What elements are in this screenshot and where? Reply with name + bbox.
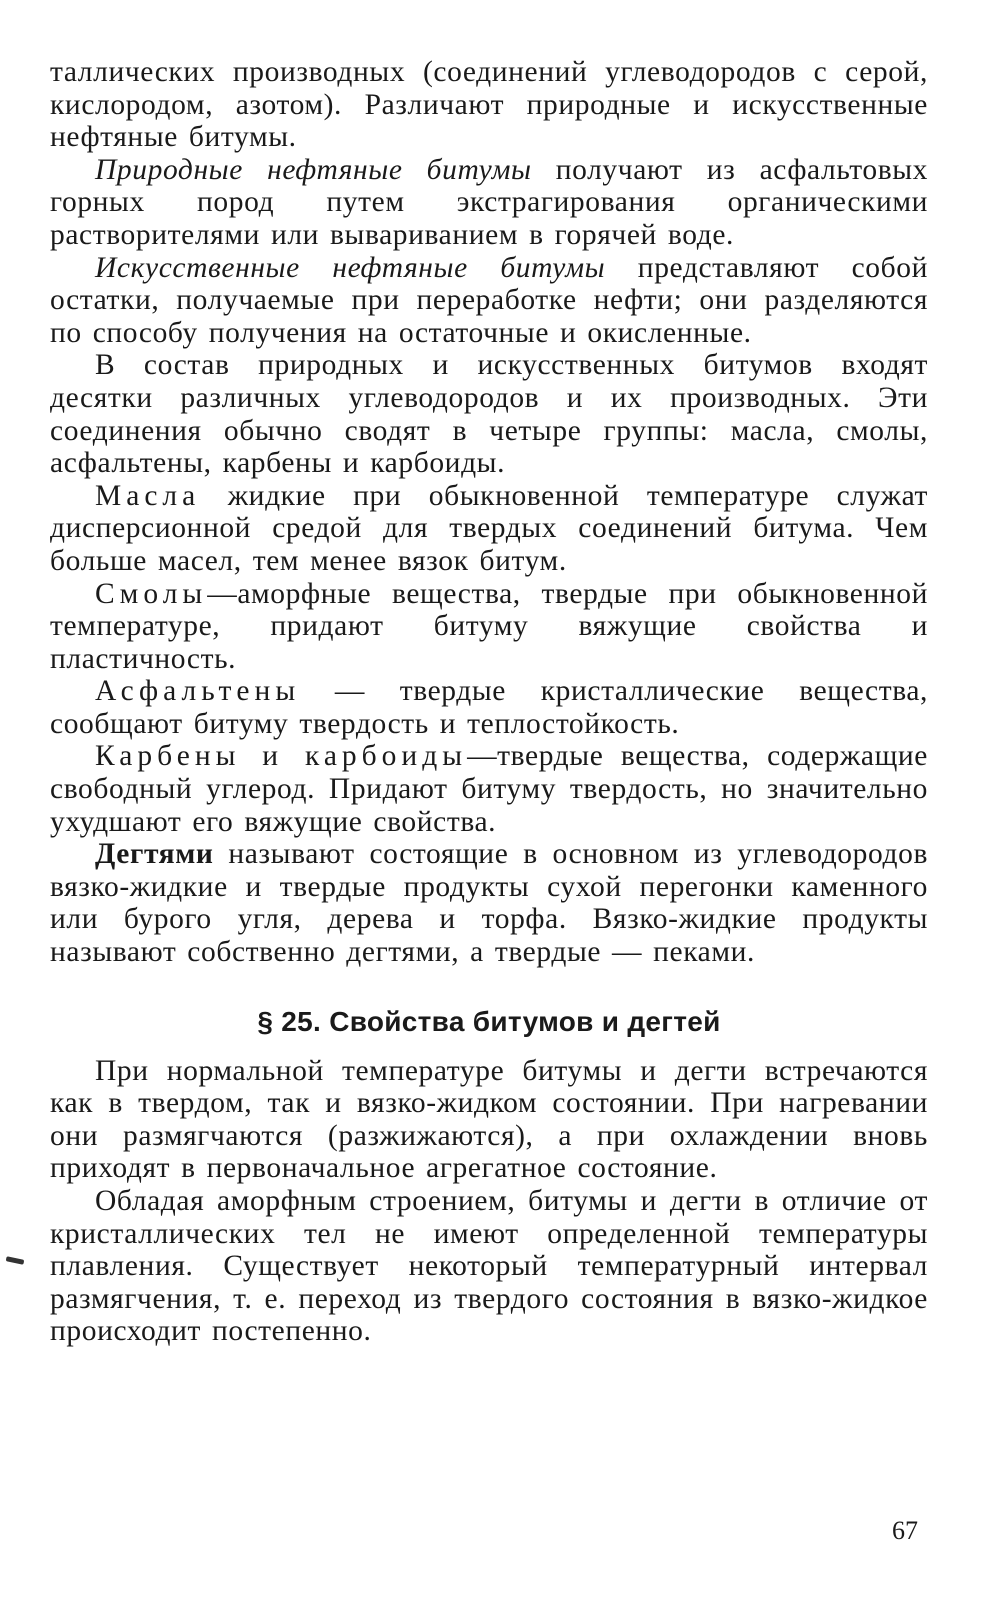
- term-natural-bitumens: Природные нефтяные битумы: [95, 153, 532, 186]
- paragraph-oils-text: жидкие при обыкновенной температуре служат дисперсионной средой для твердых соединений битума. Чем больше масел, тем менее вязок битум.: [50, 479, 928, 577]
- term-artificial-bitumens: Искусственные нефтяные битумы: [95, 251, 606, 284]
- term-resins: Смолы: [95, 577, 208, 610]
- page-number: 67: [892, 1516, 918, 1545]
- paragraph-natural-bitumens-text: получают из асфальтовых горных пород путем экстрагирования органическими растворителями или вывариванием в горячей воде.: [50, 153, 929, 251]
- paragraph-asphaltenes-text: — твердые кристаллические вещества, сообщают битуму твердость и теплостойкость.: [50, 675, 928, 740]
- paragraph-oils: [50, 480, 928, 578]
- paragraph-states: При нормальной температуре битумы и дегти встречаются как в твердом, так и вязко-жидком состоянии. При нагревании они размягчаются (разжижаются), а при охлаждении вновь приходят в первоначальное агрегатное состояние.: [50, 1054, 928, 1185]
- section-heading: § 25. Свойства битумов и дегтей: [257, 1005, 721, 1037]
- term-tars: Дегтями: [95, 838, 214, 871]
- paragraph-resins-text: —аморфные вещества, твердые при обыкновенной температуре, придают битуму вяжущие свойства и пластичность.: [50, 577, 928, 675]
- paragraph-resins: [50, 578, 928, 676]
- paragraph-carbenes-text: —твердые вещества, содержащие свободный углерод. Придают битуму твердость, но значительно ухудшают его вяжущие свойства.: [50, 740, 928, 838]
- paragraph-tars: [50, 838, 928, 968]
- term-carbenes: Карбены и карбоиды: [95, 740, 468, 773]
- paragraph-composition: В состав природных и искусственных битумов входят десятки различных углеводородов и их производных. Эти соединения обычно сводят в четыре группы: масла, смолы, асфальтены, карбены и карбоиды.: [50, 349, 928, 480]
- term-asphaltenes: Асфальтены: [95, 675, 301, 708]
- paragraph-softening: Обладая аморфным строением, битумы и дегти в отличие от кристаллических тел не имеют определенной температуры плавления. Существует некоторый температурный интервал размягчения, т. е. переход из твердого состояния в вязко-жидкое происходит постепенно.: [50, 1185, 928, 1348]
- paragraph-asphaltenes: [50, 675, 928, 740]
- paragraph-artificial-bitumens: [50, 252, 928, 350]
- margin-mark: [6, 1256, 25, 1265]
- paragraph-carbenes: [50, 740, 928, 838]
- paragraph-artificial-bitumens-text: представляют собой остатки, получаемые при переработке нефти; они разделяются по способу получения на остаточные и окисленные.: [50, 251, 928, 349]
- term-oils: Масла: [95, 479, 201, 512]
- paragraph-natural-bitumens: [50, 154, 928, 252]
- paragraph-continuation: таллических производных (соединений углеводородов с серой, кислородом, азотом). Различают природные и искусственные нефтяные битумы.: [50, 56, 928, 154]
- book-page-body: [50, 56, 928, 1348]
- paragraph-tars-text: называют состоящие в основном из углеводородов вязко-жидкие и твердые продукты сухой перегонки каменного или бурого угля, дерева и торфа. Вязко-жидкие продукты называют собственно дегтями, а твердые — пеками.: [50, 838, 928, 969]
